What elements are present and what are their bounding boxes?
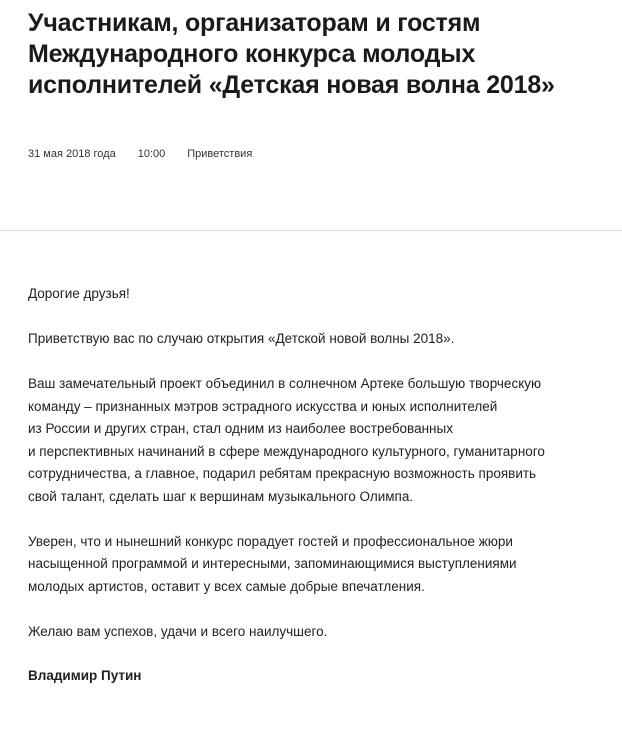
paragraph-opening xyxy=(28,328,613,351)
text-line: из России и других стран, стал одним из наиболее востребованных xyxy=(28,421,453,436)
text-line: сотрудничества, а главное, подарил ребятам прекрасную возможность проявить xyxy=(28,466,537,481)
article-header xyxy=(0,0,622,161)
header-divider xyxy=(0,230,622,231)
article-meta xyxy=(28,147,602,161)
article-body xyxy=(28,283,613,687)
paragraph-confidence xyxy=(28,531,613,599)
article-title: Участникам, организаторам и гостям Международного конкурса молодых исполнителей «Детская новая волна 2018» xyxy=(28,9,555,99)
signature: Владимир Путин xyxy=(28,667,142,683)
text-line: Приветствую вас по случаю открытия «Детской новой волны 2018». xyxy=(28,331,455,346)
article-time: 10:00 xyxy=(137,148,166,160)
article-date: 31 мая 2018 года xyxy=(28,148,116,160)
text-line: молодых артистов, оставит у всех самые добрые впечатления. xyxy=(28,578,425,594)
paragraph-wishes xyxy=(28,621,613,644)
paragraph-project xyxy=(28,373,613,508)
text-line: и перспективных начинаний в сфере международного культурного, гуманитарного xyxy=(28,443,545,459)
article-category-link[interactable]: Приветствия xyxy=(187,148,253,160)
text-line: команду – признанных мэтров эстрадного искусства и юных исполнителей xyxy=(28,398,498,414)
text-line: свой талант, сделать шаг к вершинам музыкального Олимпа. xyxy=(28,488,414,504)
text-line: Ваш замечательный проект объединил в солнечном Артеке большую творческую xyxy=(28,376,542,391)
paragraph-greeting xyxy=(28,283,613,306)
text-line: насыщенной программой и интересными, запоминающимися выступлениями xyxy=(28,556,517,571)
text-line: Дорогие друзья! xyxy=(28,286,130,301)
text-line: Уверен, что и нынешний конкурс порадует гостей и профессиональное жюри xyxy=(28,533,513,549)
text-line: Желаю вам успехов, удачи и всего наилучшего. xyxy=(28,623,328,639)
